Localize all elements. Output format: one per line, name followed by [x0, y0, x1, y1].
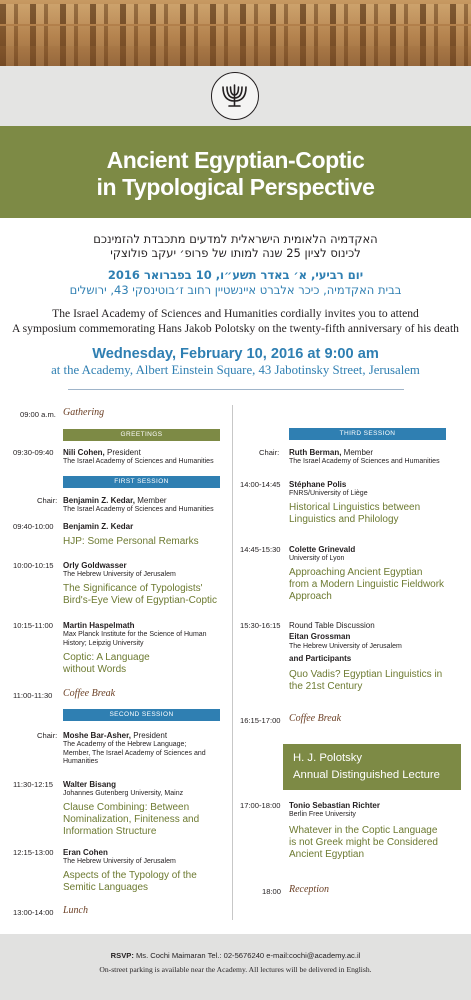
greet-time: 09:30-09:40: [13, 448, 54, 457]
talk6-speaker: Stéphane Polis: [289, 480, 347, 489]
talk6-affiliation: FNRS/University of Liège: [289, 490, 368, 497]
hebrew-invite-line1: האקדמיה הלאומית הישראלית למדעים מתכבדת להזמינכם: [93, 232, 378, 246]
greet-affiliation: The Israel Academy of Sciences and Humanities: [63, 458, 214, 465]
first-session-header: FIRST SESSION: [63, 476, 220, 488]
english-invite-line1: The Israel Academy of Sciences and Humanities cordially invites you to attend: [52, 307, 419, 320]
hebrew-venue: בבית האקדמיה, כיכר אלברט איינשטיין רחוב ז׳בוטינסקי 43, ירושלים: [69, 283, 402, 297]
chair3-label: Chair:: [259, 448, 280, 457]
hieroglyph-row: [0, 26, 471, 46]
lecture-title-line2: Annual Distinguished Lecture: [293, 769, 440, 781]
talk5-title: Aspects of the Typology of the Semitic Languages: [63, 870, 197, 893]
second-session-header: SECOND SESSION: [63, 709, 220, 721]
hebrew-invite-line2: לכינוס לציון 25 שנה למותו של פרופ׳ יעקב פולוצקי: [110, 246, 361, 260]
greet-speaker: Nili Cohen, President: [63, 448, 141, 457]
event-date: Wednesday, February 10, 2016 at 9:00 am: [92, 346, 379, 362]
talk1-time: 09:40-10:00: [13, 522, 54, 531]
chair2-label: Chair:: [37, 731, 58, 740]
gathering-time: 09:00 a.m.: [20, 410, 56, 419]
talk8-affiliation: The Hebrew University of Jerusalem: [289, 643, 402, 650]
talk3-time: 10:15-11:00: [13, 621, 53, 630]
talk2-time: 10:00-10:15: [13, 561, 54, 570]
talk7-affiliation: University of Lyon: [289, 555, 345, 562]
talk7-title: Approaching Ancient Egyptian from a Modern Linguistic Fieldwork Approach: [289, 567, 445, 602]
talk8-time: 15:30-16:15: [240, 621, 281, 630]
lunch-time: 13:00-14:00: [13, 908, 54, 917]
chair1-name: Benjamin Z. Kedar, Member: [63, 496, 167, 505]
talk2-title: The Significance of Typologists' Bird's-Eye View of Egyptian-Coptic: [63, 583, 218, 606]
talk9-title: Whatever in the Coptic Language is not Greek might be Considered Ancient Egyptian: [289, 825, 438, 860]
reception-label: Reception: [289, 884, 329, 895]
menorah-icon: [212, 73, 257, 118]
divider: [68, 389, 404, 390]
third-session-header: THIRD SESSION: [289, 428, 446, 440]
hebrew-date: יום רביעי, א׳ באדר תשע״ו, 10 בפברואר 2016: [107, 268, 364, 282]
talk3-speaker: Martin Haspelmath: [63, 621, 135, 630]
talk5-time: 12:15-13:00: [13, 848, 54, 857]
talk1-speaker: Benjamin Z. Kedar: [63, 522, 134, 531]
hieroglyph-banner: [0, 0, 471, 66]
hieroglyph-row: [0, 46, 471, 66]
talk5-affiliation: The Hebrew University of Jerusalem: [63, 858, 176, 865]
chair3-name: Ruth Berman, Member: [289, 448, 374, 457]
break1-time: 11:00-11:30: [13, 691, 53, 700]
talk4-title: Clause Combining: Between Nominalization, Finiteness and Information Structure: [63, 802, 200, 837]
talk5-speaker: Eran Cohen: [63, 848, 108, 857]
gathering-label: Gathering: [63, 407, 105, 418]
talk7-time: 14:45-15:30: [240, 545, 281, 554]
talk8-title: Quo Vadis? Egyptian Linguistics in the 21st Century: [289, 669, 443, 692]
talk6-title: Historical Linguistics between Linguistics and Philology: [289, 502, 421, 525]
talk9-speaker: Tonio Sebastian Richter: [289, 801, 380, 810]
talk4-time: 11:30-12:15: [13, 780, 53, 789]
greetings-header: GREETINGS: [63, 429, 220, 441]
chair1-affiliation: The Israel Academy of Sciences and Humanities: [63, 506, 214, 513]
talk8-speaker: Eitan Grossman: [289, 632, 351, 641]
talk3-affiliation: Max Planck Institute for the Science of Human History; Leipzig University: [63, 631, 207, 647]
english-invite-line2: A symposium commemorating Hans Jakob Polotsky on the twenty-fifth anniversary of his death: [12, 322, 459, 335]
break2-time: 16:15-17:00: [240, 716, 281, 725]
talk9-affiliation: Berlin Free University: [289, 811, 356, 818]
lecture-title-line1: H. J. Polotsky: [293, 752, 363, 764]
break1-label: Coffee Break: [63, 688, 116, 699]
academy-logo: [211, 72, 259, 120]
break2-label: Coffee Break: [289, 713, 342, 724]
talk8-participants: and Participants: [289, 654, 352, 663]
chair2-affiliation: The Academy of the Hebrew Language; Member, The Israel Academy of Sciences and Humanities: [63, 741, 206, 766]
distinguished-lecture-banner: [283, 744, 461, 790]
talk4-speaker: Walter Bisang: [63, 780, 117, 789]
talk7-speaker: Colette Grinevald: [289, 545, 356, 554]
talk1-title: HJP: Some Personal Remarks: [63, 536, 199, 547]
hieroglyph-row: [0, 4, 471, 24]
lunch-label: Lunch: [63, 905, 88, 916]
event-venue: at the Academy, Albert Einstein Square, 43 Jabotinsky Street, Jerusalem: [51, 363, 420, 377]
chair3-affiliation: The Israel Academy of Sciences and Humanities: [289, 458, 440, 465]
reception-time: 18:00: [262, 887, 282, 896]
chair1-label: Chair:: [37, 496, 58, 505]
chair2-name: Moshe Bar-Asher, President: [63, 731, 168, 740]
parking-note: On-street parking is available near the Academy. All lectures will be delivered in English.: [99, 965, 372, 974]
talk3-title: Coptic: A Language without Words: [63, 652, 150, 675]
talk2-speaker: Orly Goldwasser: [63, 561, 127, 570]
page-title-line1: Ancient Egyptian-Coptic: [106, 147, 365, 173]
talk4-affiliation: Johannes Gutenberg University, Mainz: [63, 790, 184, 797]
talk2-affiliation: The Hebrew University of Jerusalem: [63, 571, 176, 578]
column-divider: [232, 405, 233, 920]
rsvp-line: RSVP: Ms. Cochi Maimaran Tel.: 02-5676240 e-mail:cochi@academy.ac.il: [110, 951, 361, 960]
talk8-label: Round Table Discussion: [289, 621, 375, 630]
talk6-time: 14:00-14:45: [240, 480, 281, 489]
page-title-line2: in Typological Perspective: [96, 174, 375, 200]
talk9-time: 17:00-18:00: [240, 801, 281, 810]
